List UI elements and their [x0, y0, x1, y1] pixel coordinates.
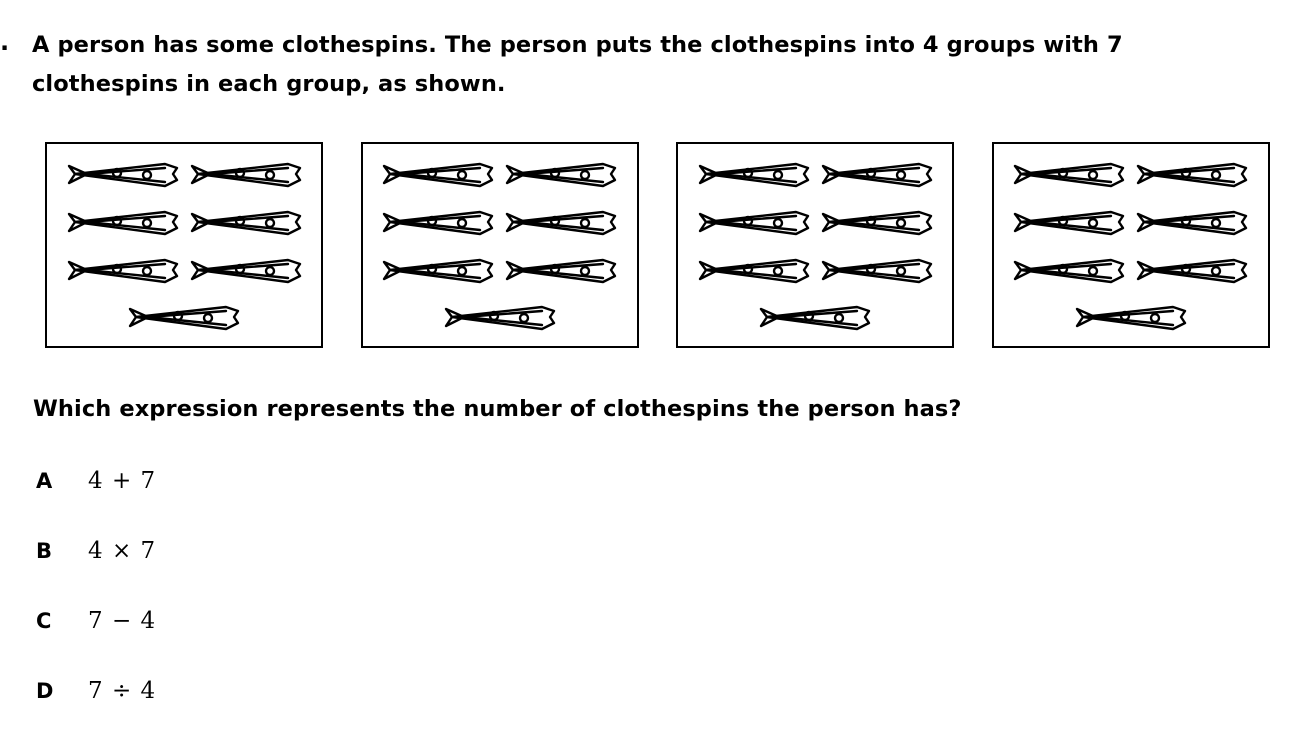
- clothespin-icon: [692, 249, 815, 297]
- clothespin-icon: [184, 153, 307, 201]
- clothespin-icon: [692, 153, 815, 201]
- clothespin-icon: [1131, 153, 1254, 201]
- clothespin-icon: [500, 153, 623, 201]
- clothespin-icon: [61, 153, 184, 201]
- clothespin-icon: [1131, 249, 1254, 297]
- sub-question-text: Which expression represents the number of clothespins the person has?: [33, 396, 962, 422]
- clothespin-icon: [377, 296, 623, 344]
- clothespin-group-4: [992, 142, 1270, 348]
- clothespin-group-3: [676, 142, 954, 348]
- clothespin-icon: [692, 296, 938, 344]
- clothespin-grid: [363, 144, 637, 346]
- clothespin-icon: [1008, 296, 1254, 344]
- clothespin-group-2: [361, 142, 639, 348]
- answer-choice-c[interactable]: [36, 608, 436, 678]
- clothespin-icon: [377, 201, 500, 249]
- clothespin-icon: [61, 249, 184, 297]
- clothespin-icon: [184, 201, 307, 249]
- answer-choices: [36, 468, 436, 748]
- clothespin-icon: [815, 201, 938, 249]
- choice-letter: D: [36, 679, 54, 703]
- clothespin-icon: [1008, 153, 1131, 201]
- choice-letter: B: [36, 539, 53, 563]
- choice-text: 7 − 4: [88, 608, 157, 634]
- answer-choice-a[interactable]: [36, 468, 436, 538]
- clothespin-groups-figure: [45, 142, 1270, 350]
- clothespin-icon: [1131, 201, 1254, 249]
- choice-letter: A: [36, 469, 53, 493]
- clothespin-icon: [1008, 201, 1131, 249]
- clothespin-group-1: [45, 142, 323, 348]
- clothespin-icon: [1008, 249, 1131, 297]
- clothespin-grid: [994, 144, 1268, 346]
- choice-text: 4 × 7: [88, 538, 157, 564]
- clothespin-icon: [500, 249, 623, 297]
- answer-choice-d[interactable]: [36, 678, 436, 748]
- clothespin-grid: [678, 144, 952, 346]
- choice-letter: C: [36, 609, 52, 633]
- choice-text: 7 ÷ 4: [88, 678, 157, 704]
- clothespin-icon: [61, 296, 307, 344]
- clothespin-icon: [815, 249, 938, 297]
- clothespin-grid: [47, 144, 321, 346]
- clothespin-icon: [377, 249, 500, 297]
- choice-text: 4 + 7: [88, 468, 157, 494]
- question-number-marker: .: [0, 28, 10, 56]
- clothespin-icon: [184, 249, 307, 297]
- clothespin-icon: [61, 201, 184, 249]
- question-stem: A person has some clothespins. The person puts the clothespins into 4 groups with 7 clothespins in each group, as shown.: [32, 32, 1123, 97]
- clothespin-icon: [692, 201, 815, 249]
- clothespin-icon: [815, 153, 938, 201]
- clothespin-icon: [377, 153, 500, 201]
- answer-choice-b[interactable]: [36, 538, 436, 608]
- clothespin-icon: [500, 201, 623, 249]
